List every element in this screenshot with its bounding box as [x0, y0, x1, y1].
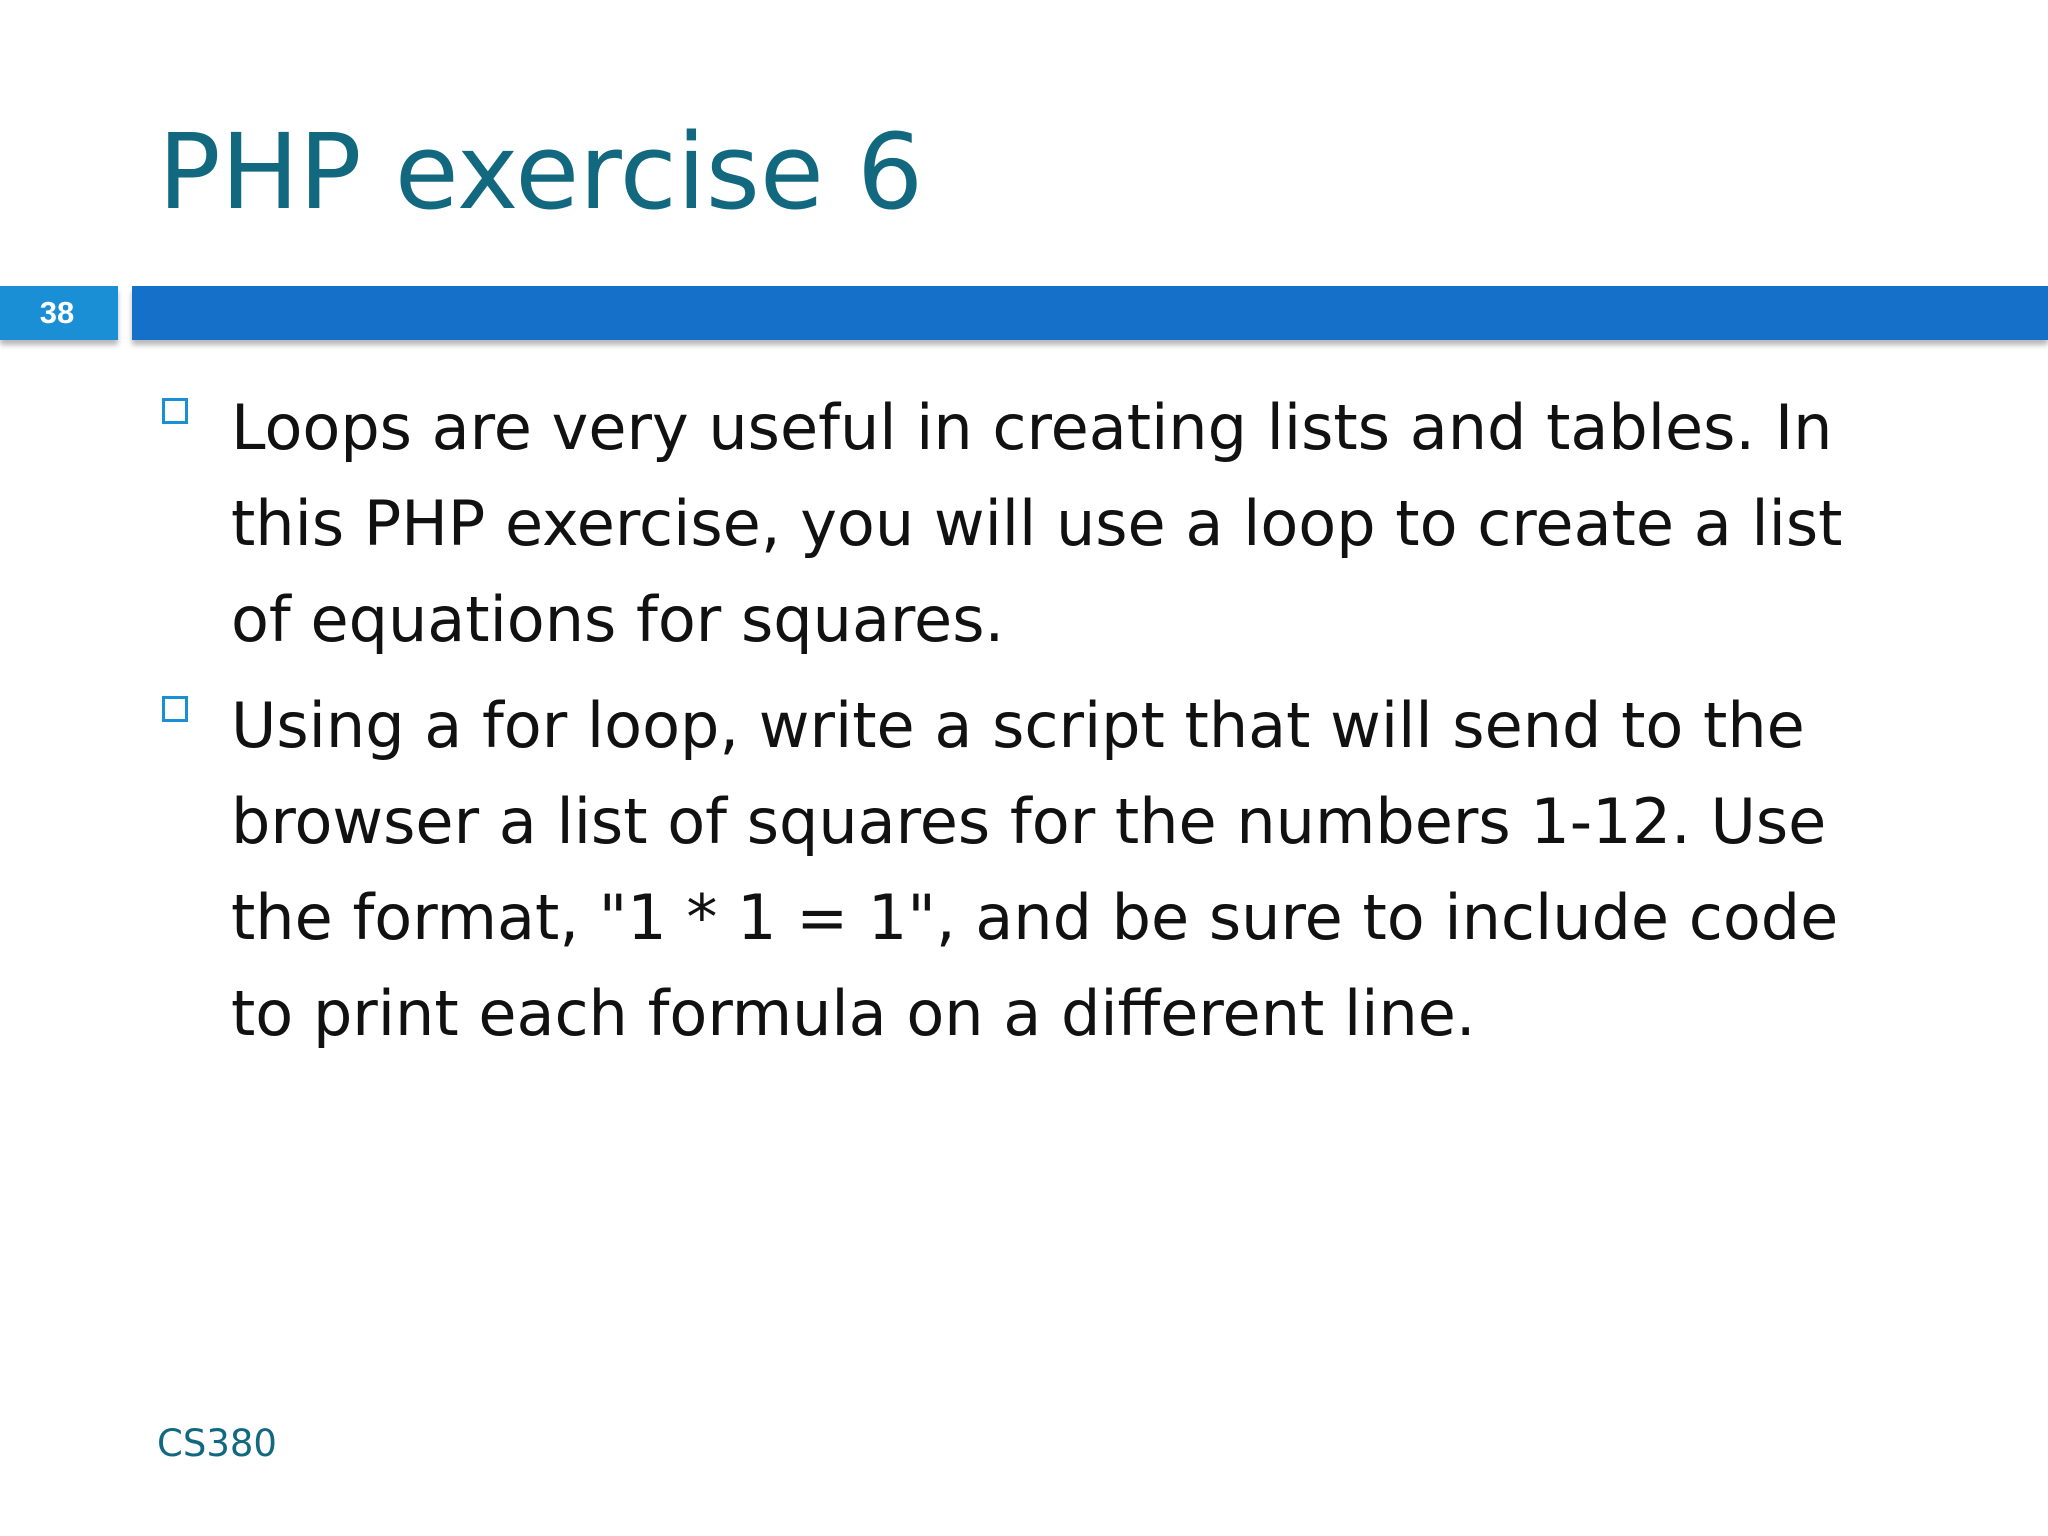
bullet-text: Using a for loop, write a script that will send to the browser a list of squares for the numbers 1-12. Use the format, "1 * 1 = 1", and be sure to include code to print each formula on a different line.: [231, 689, 1839, 1050]
slide-title: PHP exercise 6: [158, 111, 924, 233]
square-bullet-icon: [162, 696, 188, 722]
bullet-item: [158, 380, 1898, 668]
bullet-text: Loops are very useful in creating lists and tables. In this PHP exercise, you will use a loop to create a list of equations for squares.: [231, 391, 1843, 656]
title-divider-band: [132, 286, 2048, 340]
slide-body: [158, 380, 1898, 1072]
square-bullet-icon: [162, 398, 188, 424]
slide-number: 38: [39, 295, 75, 330]
bullet-item: [158, 678, 1898, 1062]
footer-course-label: CS380: [157, 1422, 277, 1465]
slide-number-badge: [0, 286, 118, 340]
